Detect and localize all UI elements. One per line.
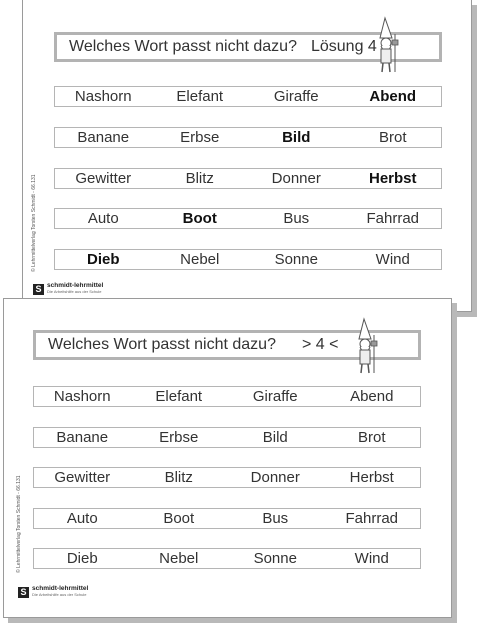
word: Banane <box>77 129 130 146</box>
word: Abend <box>350 388 394 405</box>
gnome-mascot-icon <box>373 16 403 76</box>
solution-row-1 <box>54 86 442 107</box>
exercise-row-5 <box>33 548 421 569</box>
word: Erbse <box>180 129 220 146</box>
exercise-title: Welches Wort passt nicht dazu? <box>48 336 276 353</box>
word: Giraffe <box>252 388 298 405</box>
exercise-row-3 <box>33 467 421 488</box>
exercise-card <box>3 298 452 618</box>
word: Brot <box>357 429 386 446</box>
word: Nashorn <box>53 388 111 405</box>
word: Nebel <box>180 251 220 268</box>
word: Donner <box>271 170 321 187</box>
odd-word: Herbst <box>368 170 417 187</box>
word: Blitz <box>185 170 214 187</box>
odd-word: Abend <box>369 88 417 105</box>
word: Banane <box>56 429 109 446</box>
word: Fahrrad <box>345 510 399 527</box>
exercise-row-4 <box>33 508 421 529</box>
exercise-row-2 <box>33 427 421 448</box>
solution-card <box>22 0 472 312</box>
word: Gewitter <box>75 170 132 187</box>
gnome-mascot-icon <box>352 317 382 377</box>
publisher-logo <box>33 283 103 295</box>
word: Nebel <box>159 550 199 567</box>
logo-brand: schmidt-lehrmittel <box>32 585 89 592</box>
word: Elefant <box>176 88 224 105</box>
logo-slogan: Die Arbeitshilfe aus der Schule <box>32 592 87 597</box>
solution-row-5 <box>54 249 442 270</box>
word: Elefant <box>155 388 203 405</box>
word: Auto <box>66 510 98 527</box>
word: Wind <box>354 550 389 567</box>
exercise-tag: > 4 < <box>301 336 339 353</box>
logo-brand: schmidt-lehrmittel <box>47 282 104 289</box>
word: Herbst <box>349 469 394 486</box>
odd-word: Dieb <box>86 251 120 268</box>
word: Sonne <box>274 251 318 268</box>
word: Gewitter <box>54 469 111 486</box>
word: Bild <box>262 429 288 446</box>
logo-slogan: Die Arbeitshilfe aus der Schule <box>47 289 102 294</box>
word: Sonne <box>253 550 297 567</box>
word: Dieb <box>66 550 98 567</box>
publisher-credit: © Lehrmittelverlag Torsten Schmidt - 66.131 <box>16 475 22 573</box>
publisher-logo <box>18 586 88 598</box>
solution-row-3 <box>54 168 442 189</box>
schmidt-logo-icon: S <box>33 284 44 295</box>
word: Erbse <box>159 429 199 446</box>
solution-row-4 <box>54 208 442 229</box>
solution-title: Welches Wort passt nicht dazu? <box>69 38 297 55</box>
word: Blitz <box>164 469 193 486</box>
word: Bus <box>283 210 310 227</box>
word: Nashorn <box>74 88 132 105</box>
word: Boot <box>163 510 195 527</box>
solution-row-2 <box>54 127 442 148</box>
publisher-credit: © Lehrmittelverlag Torsten Schmidt - 66.131 <box>31 174 37 272</box>
solution-tag: Lösung 4 <box>310 38 377 55</box>
word: Auto <box>87 210 119 227</box>
odd-word: Boot <box>182 210 217 227</box>
word: Bus <box>262 510 289 527</box>
word: Donner <box>250 469 300 486</box>
word: Wind <box>375 251 410 268</box>
exercise-row-1 <box>33 386 421 407</box>
odd-word: Bild <box>282 129 311 146</box>
schmidt-logo-icon: S <box>18 587 29 598</box>
word: Brot <box>378 129 407 146</box>
word: Fahrrad <box>366 210 420 227</box>
word: Giraffe <box>273 88 319 105</box>
